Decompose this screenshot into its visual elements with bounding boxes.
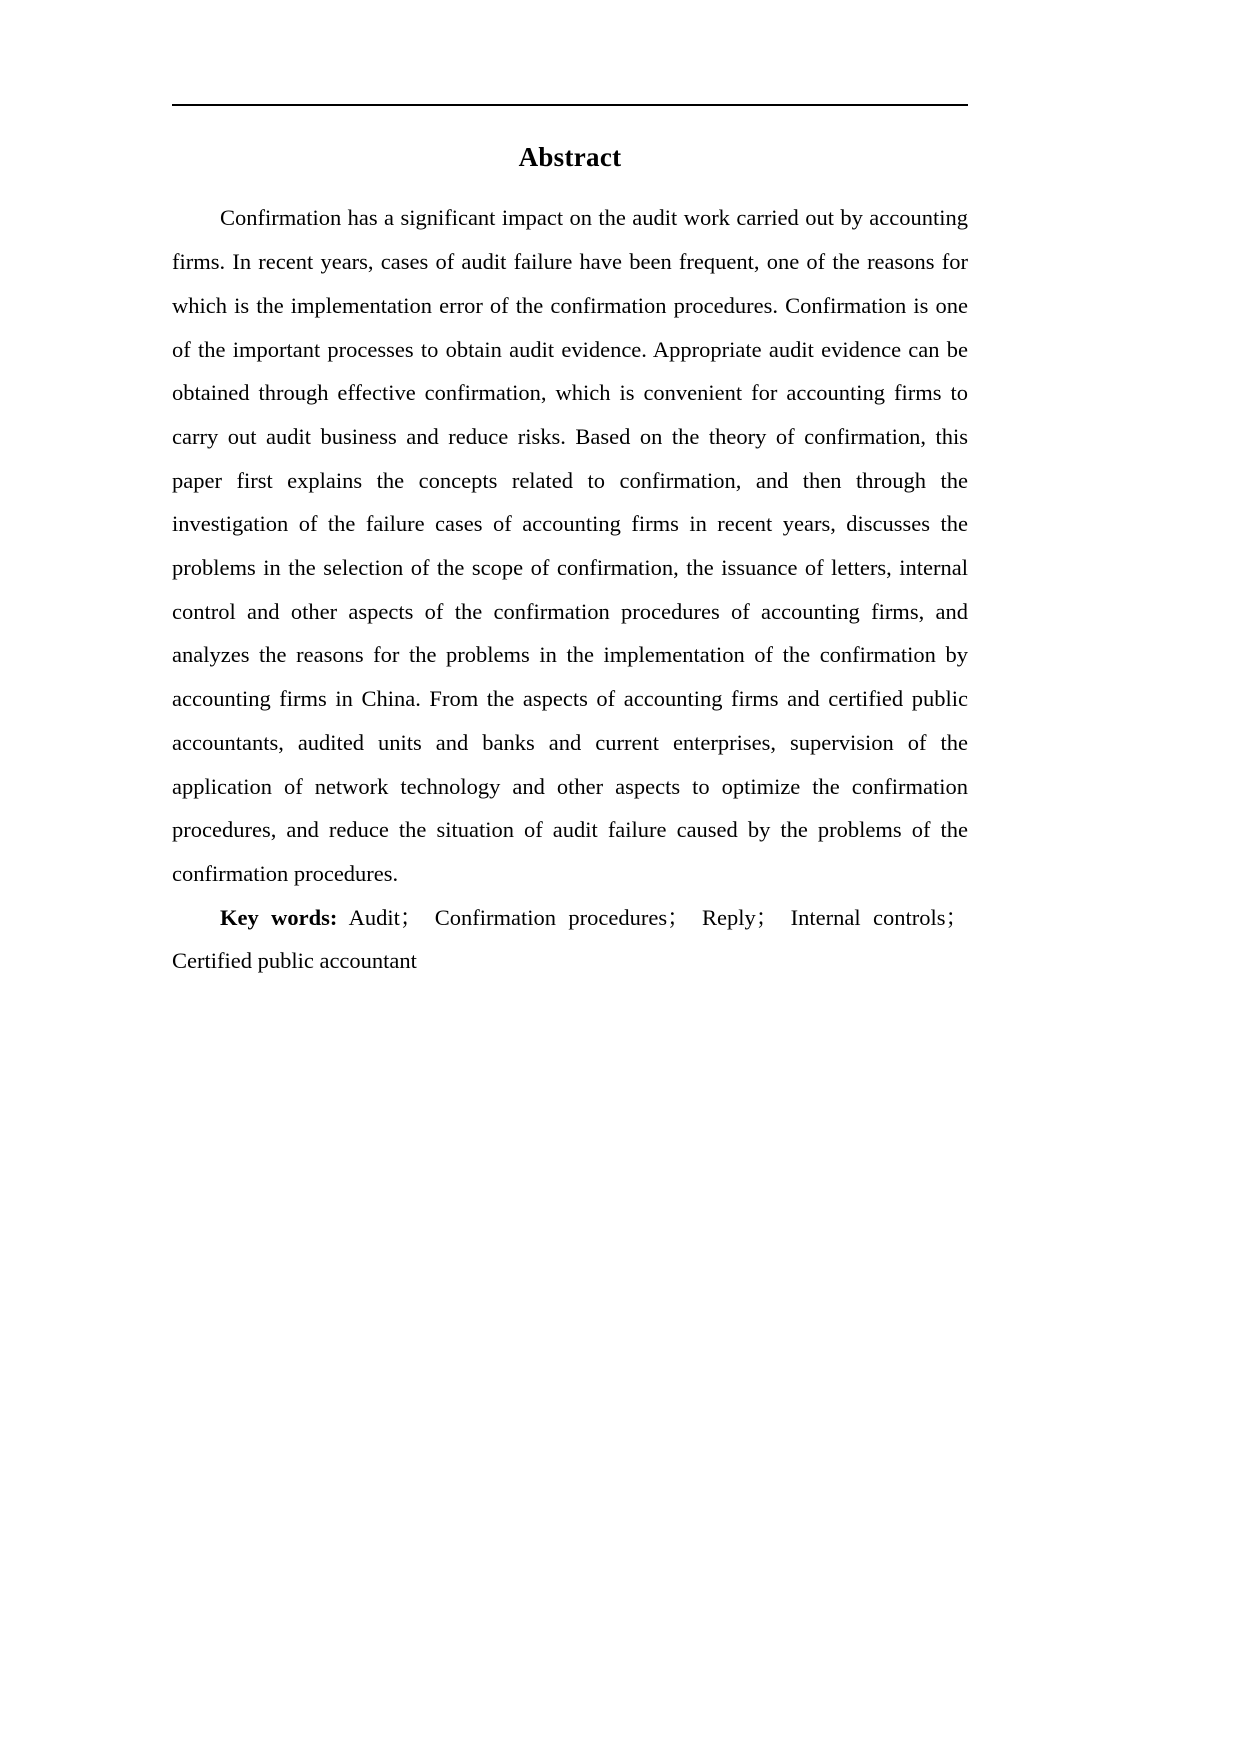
page-title: Abstract: [518, 142, 622, 172]
abstract-paragraph: Confirmation has a significant impact on the audit work carried out by accounting firms. In recent years, cases of audit failure have been frequent, one of the reasons for which is the implementation error of the confirmation procedures. Confirmation is one of the important processes to obtain audit evidence. Appropriate audit evidence can be obtained through effective confirmation, which is convenient for accounting firms to carry out audit business and reduce risks. Based on the theory of confirmation, this paper first explains the concepts related to confirmation, and then through the investigation of the failure cases of accounting firms in recent years, discusses the problems in the selection of the scope of confirmation, the issuance of letters, internal control and other aspects of the confirmation procedures of accounting firms, and analyzes the reasons for the problems in the implementation of the confirmation by accounting firms in China. From the aspects of accounting firms and certified public accountants, audited units and banks and current enterprises, supervision of the application of network technology and other aspects to optimize the confirmation procedures, and reduce the situation of audit failure caused by the problems of the confirmation procedures.: [172, 205, 968, 886]
keywords-section: [172, 896, 968, 983]
keywords-label: Key words:: [220, 904, 338, 930]
header-rule-divider: [172, 104, 968, 106]
page-content: [172, 104, 968, 983]
keywords-values: Audit； Confirmation procedures； Reply； Internal controls； Certified public accountant: [172, 904, 968, 974]
